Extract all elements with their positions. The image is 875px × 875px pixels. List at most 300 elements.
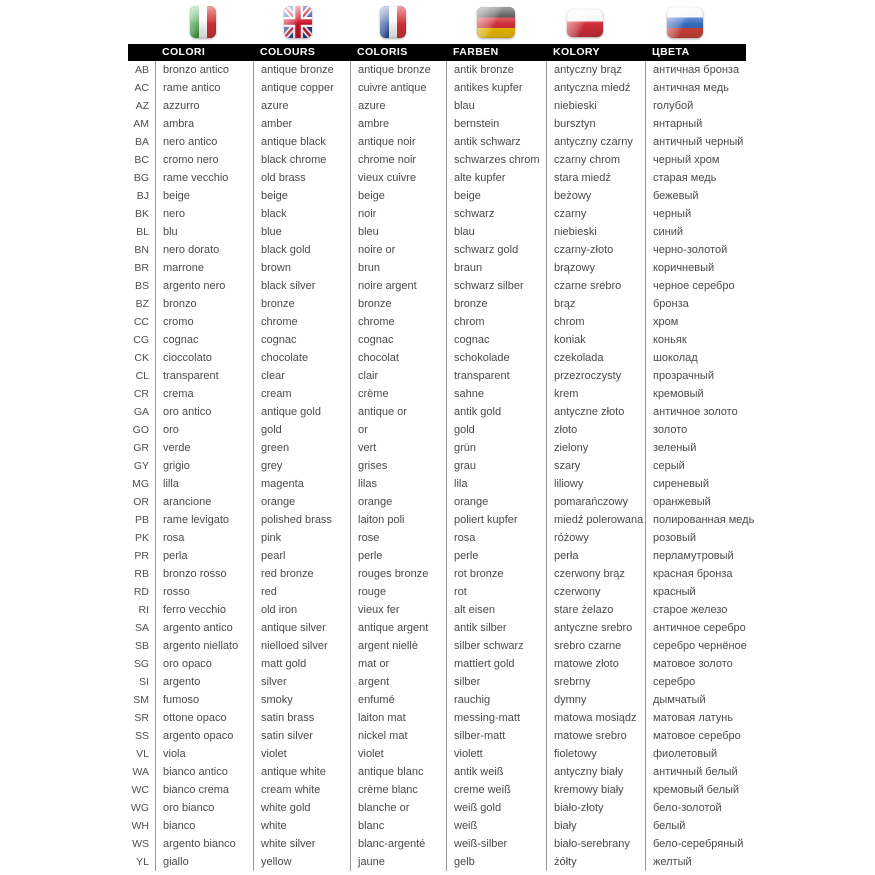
germany-flag-icon [477, 7, 515, 38]
color-name-italian: crema [155, 385, 253, 403]
color-name-german: poliert kupfer [446, 511, 546, 529]
color-code: SS [134, 730, 149, 742]
color-name-english: silver [253, 673, 350, 691]
color-name-french: noire or [350, 241, 446, 259]
color-name-russian: старое железо [645, 601, 807, 619]
color-name-russian: шоколад [645, 349, 807, 367]
color-name-polish: kremowy biały [546, 781, 645, 799]
color-name-french: jaune [350, 853, 446, 871]
color-name-russian: полированная медь [645, 511, 807, 529]
color-name-italian: nero [155, 205, 253, 223]
color-name-russian: античное серебро [645, 619, 807, 637]
color-code: CK [134, 352, 149, 364]
color-name-italian: azzurro [155, 97, 253, 115]
color-code: PR [134, 550, 149, 562]
color-name-french: crème blanc [350, 781, 446, 799]
color-name-italian: blu [155, 223, 253, 241]
color-name-german: violett [446, 745, 546, 763]
color-name-german: antik weiß [446, 763, 546, 781]
color-name-english: beige [253, 187, 350, 205]
color-name-french: argent niellè [350, 637, 446, 655]
color-name-german: sahne [446, 385, 546, 403]
color-name-polish: czarny-złoto [546, 241, 645, 259]
color-name-french: beige [350, 187, 446, 205]
color-name-polish: antyczny brąz [546, 61, 645, 79]
color-name-russian: красная бронза [645, 565, 807, 583]
color-name-russian: матовая латунь [645, 709, 807, 727]
color-name-russian: голубой [645, 97, 807, 115]
color-name-russian: античная бронза [645, 61, 807, 79]
color-code: SA [134, 622, 149, 634]
color-name-french: violet [350, 745, 446, 763]
color-code: VL [136, 748, 149, 760]
color-name-italian: beige [155, 187, 253, 205]
color-name-italian: rosso [155, 583, 253, 601]
color-name-polish: stara miedź [546, 169, 645, 187]
color-name-french: blanc-argenté [350, 835, 446, 853]
color-name-english: white gold [253, 799, 350, 817]
color-name-italian: ambra [155, 115, 253, 133]
column-header-german: FARBEN [453, 46, 499, 58]
color-name-german: gold [446, 421, 546, 439]
color-code: RB [134, 568, 149, 580]
color-code: CC [133, 316, 149, 328]
color-code: SM [133, 694, 149, 706]
color-code: BS [134, 280, 149, 292]
color-name-russian: серебро чернёное [645, 637, 807, 655]
code-column-header [128, 44, 155, 61]
color-name-french: cognac [350, 331, 446, 349]
color-name-russian: коричневый [645, 259, 807, 277]
color-name-italian: rosa [155, 529, 253, 547]
color-code: WH [131, 820, 149, 832]
color-name-french: antique blanc [350, 763, 446, 781]
color-name-english: antique white [253, 763, 350, 781]
color-name-italian: argento niellato [155, 637, 253, 655]
poland-flag-icon [567, 9, 603, 37]
color-name-german: bronze [446, 295, 546, 313]
color-name-italian: bronzo antico [155, 61, 253, 79]
color-name-russian: коньяк [645, 331, 807, 349]
color-name-italian: marrone [155, 259, 253, 277]
color-name-english: satin brass [253, 709, 350, 727]
column-header-polish: KOLORY [553, 46, 600, 58]
color-name-english: magenta [253, 475, 350, 493]
color-name-french: blanche or [350, 799, 446, 817]
color-code: BZ [135, 298, 149, 310]
color-name-italian: ottone opaco [155, 709, 253, 727]
color-name-polish: czekolada [546, 349, 645, 367]
color-name-german: schwarz [446, 205, 546, 223]
color-name-russian: матовое серебро [645, 727, 807, 745]
color-name-german: beige [446, 187, 546, 205]
color-name-italian: rame vecchio [155, 169, 253, 187]
color-name-english: nielloed silver [253, 637, 350, 655]
color-name-polish: matowa mosiądz [546, 709, 645, 727]
color-name-english: black silver [253, 277, 350, 295]
color-name-russian: бронза [645, 295, 807, 313]
color-name-french: noir [350, 205, 446, 223]
color-name-german: antik bronze [446, 61, 546, 79]
color-name-polish: srebrny [546, 673, 645, 691]
color-name-german: blau [446, 223, 546, 241]
color-name-polish: czerwony [546, 583, 645, 601]
color-code: YL [136, 856, 149, 868]
color-name-polish: czarny chrom [546, 151, 645, 169]
color-name-italian: bianco [155, 817, 253, 835]
russia-flag-icon [667, 7, 703, 38]
color-name-russian: античный белый [645, 763, 807, 781]
color-name-polish: brąz [546, 295, 645, 313]
color-name-german: creme weiß [446, 781, 546, 799]
color-name-german: cognac [446, 331, 546, 349]
color-name-french: antique bronze [350, 61, 446, 79]
color-name-italian: oro opaco [155, 655, 253, 673]
color-name-italian: bianco crema [155, 781, 253, 799]
color-name-russian: янтарный [645, 115, 807, 133]
color-name-french: bronze [350, 295, 446, 313]
column-header-french: COLORIS [357, 46, 408, 58]
color-name-german: grün [446, 439, 546, 457]
color-name-german: mattiert gold [446, 655, 546, 673]
color-name-english: chrome [253, 313, 350, 331]
color-name-french: noire argent [350, 277, 446, 295]
color-name-german: schwarz silber [446, 277, 546, 295]
color-name-italian: argento antico [155, 619, 253, 637]
color-name-polish: antyczny biały [546, 763, 645, 781]
color-name-italian: cognac [155, 331, 253, 349]
color-name-french: clair [350, 367, 446, 385]
color-name-polish: zielony [546, 439, 645, 457]
color-name-french: vieux cuivre [350, 169, 446, 187]
color-name-italian: cioccolato [155, 349, 253, 367]
color-code: GA [133, 406, 149, 418]
color-name-german: alte kupfer [446, 169, 546, 187]
color-code: SR [134, 712, 149, 724]
table-body [128, 61, 828, 871]
color-name-english: brown [253, 259, 350, 277]
color-name-german: lila [446, 475, 546, 493]
color-code: PB [134, 514, 149, 526]
flags-row [0, 0, 875, 44]
color-name-german: bernstein [446, 115, 546, 133]
color-name-french: rose [350, 529, 446, 547]
color-name-german: weiß [446, 817, 546, 835]
color-name-italian: giallo [155, 853, 253, 871]
color-name-english: black [253, 205, 350, 223]
color-name-french: brun [350, 259, 446, 277]
color-name-french: chrome [350, 313, 446, 331]
color-name-polish: dymny [546, 691, 645, 709]
color-name-german: silber schwarz [446, 637, 546, 655]
color-name-german: chrom [446, 313, 546, 331]
color-name-polish: fioletowy [546, 745, 645, 763]
color-name-italian: oro antico [155, 403, 253, 421]
color-name-italian: argento [155, 673, 253, 691]
color-name-russian: античная медь [645, 79, 807, 97]
color-name-polish: chrom [546, 313, 645, 331]
color-name-german: perle [446, 547, 546, 565]
color-name-russian: матовое золото [645, 655, 807, 673]
color-name-polish: antyczna miedź [546, 79, 645, 97]
color-name-polish: niebieski [546, 97, 645, 115]
color-name-english: clear [253, 367, 350, 385]
color-name-english: violet [253, 745, 350, 763]
color-name-french: grises [350, 457, 446, 475]
color-name-italian: bianco antico [155, 763, 253, 781]
color-code: OR [133, 496, 149, 508]
color-name-italian: oro [155, 421, 253, 439]
color-name-russian: античный черный [645, 133, 807, 151]
color-name-russian: белый [645, 817, 807, 835]
color-name-polish: miedź polerowana [546, 511, 645, 529]
color-name-german: weiß gold [446, 799, 546, 817]
color-name-french: rouge [350, 583, 446, 601]
color-name-russian: черный хром [645, 151, 807, 169]
color-name-french: argent [350, 673, 446, 691]
color-name-russian: красный [645, 583, 807, 601]
color-name-german: rosa [446, 529, 546, 547]
color-name-french: crème [350, 385, 446, 403]
color-name-polish: różowy [546, 529, 645, 547]
color-name-polish: żółty [546, 853, 645, 871]
color-name-italian: oro bianco [155, 799, 253, 817]
color-code: GR [133, 442, 149, 454]
color-name-polish: antyczne srebro [546, 619, 645, 637]
color-name-polish: biały [546, 817, 645, 835]
color-name-german: schwarzes chrom [446, 151, 546, 169]
color-name-english: white [253, 817, 350, 835]
italy-flag-icon [190, 6, 216, 38]
color-name-french: lilas [350, 475, 446, 493]
color-name-english: old iron [253, 601, 350, 619]
color-name-italian: viola [155, 745, 253, 763]
color-name-russian: оранжевый [645, 493, 807, 511]
color-name-russian: синий [645, 223, 807, 241]
color-name-russian: бело-золотой [645, 799, 807, 817]
color-name-russian: зеленый [645, 439, 807, 457]
color-name-english: satin silver [253, 727, 350, 745]
color-name-polish: niebieski [546, 223, 645, 241]
color-name-russian: бежевый [645, 187, 807, 205]
color-name-italian: transparent [155, 367, 253, 385]
color-name-russian: хром [645, 313, 807, 331]
color-name-polish: krem [546, 385, 645, 403]
color-name-russian: бело-серебряный [645, 835, 807, 853]
color-name-polish: stare żelazo [546, 601, 645, 619]
color-name-polish: biało-serebrany [546, 835, 645, 853]
color-name-english: chocolate [253, 349, 350, 367]
color-name-polish: pomarańczowy [546, 493, 645, 511]
color-code: BC [134, 154, 149, 166]
color-name-polish: antyczne złoto [546, 403, 645, 421]
color-code: BA [134, 136, 149, 148]
color-name-german: grau [446, 457, 546, 475]
color-name-russian: дымчатый [645, 691, 807, 709]
color-name-italian: rame antico [155, 79, 253, 97]
color-name-french: laiton poli [350, 511, 446, 529]
color-name-russian: черное серебро [645, 277, 807, 295]
color-name-italian: cromo [155, 313, 253, 331]
color-name-polish: złoto [546, 421, 645, 439]
color-name-english: antique copper [253, 79, 350, 97]
color-name-english: white silver [253, 835, 350, 853]
color-name-english: matt gold [253, 655, 350, 673]
color-name-english: grey [253, 457, 350, 475]
color-name-english: pink [253, 529, 350, 547]
color-code: BL [136, 226, 149, 238]
color-name-polish: czarny [546, 205, 645, 223]
color-name-german: braun [446, 259, 546, 277]
color-name-french: perle [350, 547, 446, 565]
color-name-german: silber [446, 673, 546, 691]
color-name-english: pearl [253, 547, 350, 565]
color-name-french: or [350, 421, 446, 439]
color-name-german: blau [446, 97, 546, 115]
column-header-russian: ЦВЕТА [652, 46, 690, 58]
color-name-italian: nero antico [155, 133, 253, 151]
color-name-russian: черно-золотой [645, 241, 807, 259]
color-code: CL [135, 370, 149, 382]
color-name-italian: argento bianco [155, 835, 253, 853]
color-code: SI [139, 676, 149, 688]
color-name-russian: розовый [645, 529, 807, 547]
color-name-italian: perla [155, 547, 253, 565]
color-name-german: rot bronze [446, 565, 546, 583]
color-name-polish: brązowy [546, 259, 645, 277]
color-name-french: vieux fer [350, 601, 446, 619]
color-code: BR [134, 262, 149, 274]
color-name-french: cuivre antique [350, 79, 446, 97]
color-name-italian: lilla [155, 475, 253, 493]
color-name-italian: rame levigato [155, 511, 253, 529]
color-code: AB [134, 64, 149, 76]
column-header-english: COLOURS [260, 46, 316, 58]
color-name-polish: srebro czarne [546, 637, 645, 655]
color-code: CG [133, 334, 149, 346]
column-header-italian: COLORI [162, 46, 206, 58]
color-name-french: orange [350, 493, 446, 511]
color-name-italian: cromo nero [155, 151, 253, 169]
color-name-russian: фиолетовый [645, 745, 807, 763]
table-header [128, 44, 828, 61]
color-name-russian: желтый [645, 853, 807, 871]
color-name-polish: matowe złoto [546, 655, 645, 673]
color-name-russian: кремовый [645, 385, 807, 403]
color-name-english: azure [253, 97, 350, 115]
color-name-german: orange [446, 493, 546, 511]
color-name-russian: античное золото [645, 403, 807, 421]
color-name-french: ambre [350, 115, 446, 133]
color-name-russian: серебро [645, 673, 807, 691]
color-name-russian: серый [645, 457, 807, 475]
color-code: AC [134, 82, 149, 94]
color-name-english: gold [253, 421, 350, 439]
color-name-italian: argento nero [155, 277, 253, 295]
color-code: PK [134, 532, 149, 544]
color-name-german: transparent [446, 367, 546, 385]
color-name-polish: antyczny czarny [546, 133, 645, 151]
color-name-english: polished brass [253, 511, 350, 529]
color-name-polish: przezroczysty [546, 367, 645, 385]
color-name-french: azure [350, 97, 446, 115]
color-code: CR [133, 388, 149, 400]
color-translation-table [128, 44, 828, 871]
color-name-english: old brass [253, 169, 350, 187]
color-name-english: yellow [253, 853, 350, 871]
color-code: AM [133, 118, 149, 130]
color-name-english: red bronze [253, 565, 350, 583]
color-name-german: silber-matt [446, 727, 546, 745]
color-name-italian: verde [155, 439, 253, 457]
color-name-english: cognac [253, 331, 350, 349]
color-name-polish: bursztyn [546, 115, 645, 133]
color-name-english: cream white [253, 781, 350, 799]
color-code: BJ [136, 190, 149, 202]
color-name-russian: кремовый белый [645, 781, 807, 799]
color-name-english: antique silver [253, 619, 350, 637]
color-name-italian: nero dorato [155, 241, 253, 259]
color-code: RI [138, 604, 149, 616]
color-name-polish: beżowy [546, 187, 645, 205]
color-name-french: vert [350, 439, 446, 457]
color-name-french: antique argent [350, 619, 446, 637]
color-name-german: rauchig [446, 691, 546, 709]
color-name-english: red [253, 583, 350, 601]
color-name-italian: grigio [155, 457, 253, 475]
france-flag-icon [380, 6, 406, 38]
color-name-german: schwarz gold [446, 241, 546, 259]
color-code: SG [133, 658, 149, 670]
color-name-german: rot [446, 583, 546, 601]
color-name-polish: czerwony brąz [546, 565, 645, 583]
color-name-italian: arancione [155, 493, 253, 511]
color-name-french: blanc [350, 817, 446, 835]
color-name-french: antique noir [350, 133, 446, 151]
color-name-german: weiß-silber [446, 835, 546, 853]
color-name-italian: bronzo [155, 295, 253, 313]
color-code: BN [134, 244, 149, 256]
color-name-polish: szary [546, 457, 645, 475]
color-name-english: bronze [253, 295, 350, 313]
color-name-german: antik gold [446, 403, 546, 421]
color-name-polish: czarne srebro [546, 277, 645, 295]
uk-flag-icon [284, 6, 312, 38]
color-code: WG [130, 802, 149, 814]
color-name-english: antique black [253, 133, 350, 151]
color-name-french: rouges bronze [350, 565, 446, 583]
color-name-english: orange [253, 493, 350, 511]
color-name-german: schokolade [446, 349, 546, 367]
color-name-french: nickel mat [350, 727, 446, 745]
color-code: SB [134, 640, 149, 652]
color-code: WC [131, 784, 149, 796]
color-name-english: blue [253, 223, 350, 241]
color-name-polish: matowe srebro [546, 727, 645, 745]
color-name-russian: золото [645, 421, 807, 439]
color-name-russian: прозрачный [645, 367, 807, 385]
color-name-english: antique bronze [253, 61, 350, 79]
color-name-polish: biało-złoty [546, 799, 645, 817]
color-name-german: messing-matt [446, 709, 546, 727]
color-name-italian: ferro vecchio [155, 601, 253, 619]
color-name-french: antique or [350, 403, 446, 421]
color-name-english: black chrome [253, 151, 350, 169]
color-code: GY [133, 460, 149, 472]
color-name-italian: argento opaco [155, 727, 253, 745]
color-name-russian: старая медь [645, 169, 807, 187]
color-name-english: amber [253, 115, 350, 133]
